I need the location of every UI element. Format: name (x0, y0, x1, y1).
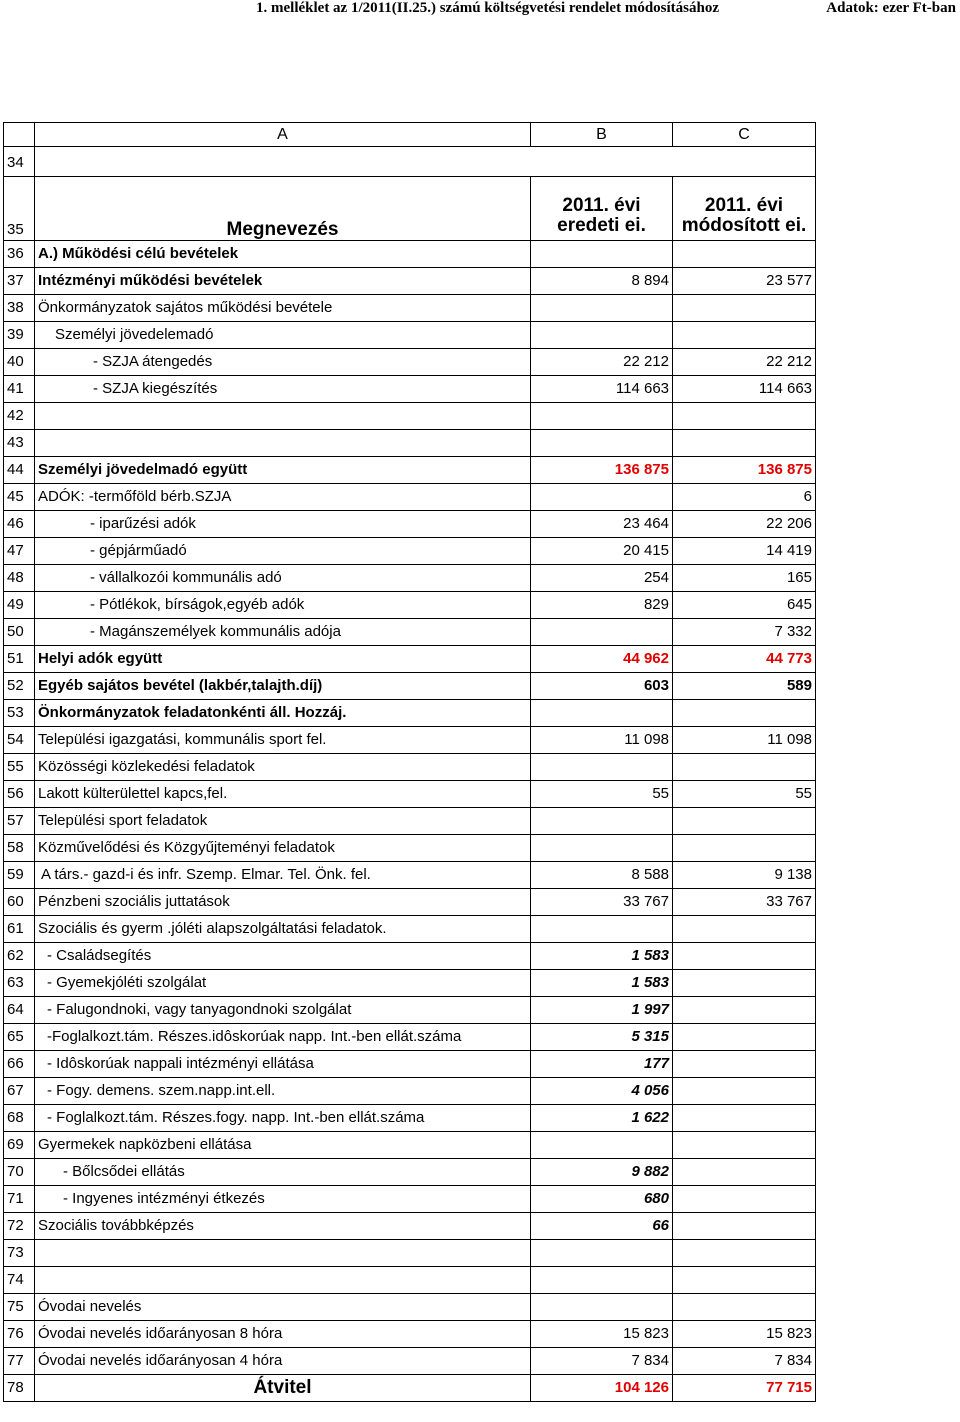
original-value: 829 (531, 592, 673, 619)
row-label: Személyi jövedelmadó együtt (35, 457, 531, 484)
table-row (4, 1159, 816, 1186)
original-value (531, 295, 673, 322)
row-number: 46 (4, 511, 35, 538)
modified-value (673, 970, 816, 997)
modified-value: 589 (673, 673, 816, 700)
modified-value (673, 700, 816, 727)
table-row (4, 727, 816, 754)
table-row (4, 754, 816, 781)
modified-value: 6 (673, 484, 816, 511)
row-label: - iparűzési adók (35, 511, 531, 538)
modified-value: 22 212 (673, 349, 816, 376)
document-header (0, 0, 960, 22)
table-row (4, 147, 816, 177)
table-row (4, 565, 816, 592)
row-label: - SZJA kiegészítés (35, 376, 531, 403)
row-number: 77 (4, 1348, 35, 1375)
modified-budget-title: 2011. évi módosított ei. (673, 177, 816, 241)
original-value: 55 (531, 781, 673, 808)
row-number: 39 (4, 322, 35, 349)
row-number: 74 (4, 1267, 35, 1294)
original-value: 114 663 (531, 376, 673, 403)
table-row (4, 646, 816, 673)
row-label: Lakott külterülettel kapcs,fel. (35, 781, 531, 808)
row-number: 67 (4, 1078, 35, 1105)
original-value (531, 322, 673, 349)
table-row (4, 1024, 816, 1051)
row-label: - gépjárműadó (35, 538, 531, 565)
row-label: Óvodai nevelés időarányosan 8 hóra (35, 1321, 531, 1348)
modified-value (673, 430, 816, 457)
table-row (4, 1213, 816, 1240)
row-label: Óvodai nevelés időarányosan 4 hóra (35, 1348, 531, 1375)
row-number: 44 (4, 457, 35, 484)
original-value: 4 056 (531, 1078, 673, 1105)
modified-value: 11 098 (673, 727, 816, 754)
table-row (4, 943, 816, 970)
row-label: A.) Működési célú bevételek (35, 241, 531, 268)
table-row (4, 241, 816, 268)
original-value (531, 1267, 673, 1294)
row-number: 72 (4, 1213, 35, 1240)
table-row (4, 322, 816, 349)
original-value (531, 241, 673, 268)
row-number: 59 (4, 862, 35, 889)
table-row (4, 1294, 816, 1321)
row-number: 58 (4, 835, 35, 862)
modified-value (673, 403, 816, 430)
table-row (4, 1186, 816, 1213)
modified-value: 44 773 (673, 646, 816, 673)
table-row (4, 295, 816, 322)
row-label: Önkormányzatok feladatonkénti áll. Hozzáj. (35, 700, 531, 727)
modified-value (673, 241, 816, 268)
original-value: 1 622 (531, 1105, 673, 1132)
original-budget-title: 2011. évi eredeti ei. (531, 177, 673, 241)
column-b-header: B (531, 123, 673, 147)
modified-value: 136 875 (673, 457, 816, 484)
row-label: Szociális továbbképzés (35, 1213, 531, 1240)
modified-value: 55 (673, 781, 816, 808)
table-row (4, 1105, 816, 1132)
row-number: 57 (4, 808, 35, 835)
row-number: 52 (4, 673, 35, 700)
row-label (35, 1240, 531, 1267)
modified-value (673, 1051, 816, 1078)
table-row (4, 430, 816, 457)
document-title: 1. melléklet az 1/2011(II.25.) számú költségvetési rendelet módosításához (256, 0, 720, 16)
row-label: Helyi adók együtt (35, 646, 531, 673)
corner-cell (4, 123, 35, 147)
original-value: 23 464 (531, 511, 673, 538)
row-number: 40 (4, 349, 35, 376)
table-row (4, 1240, 816, 1267)
table-row (4, 538, 816, 565)
modified-value: 645 (673, 592, 816, 619)
original-value (531, 1240, 673, 1267)
row-label: - Ingyenes intézményi étkezés (35, 1186, 531, 1213)
modified-value: 165 (673, 565, 816, 592)
row-label: Óvodai nevelés (35, 1294, 531, 1321)
modified-value: 22 206 (673, 511, 816, 538)
modified-value (673, 1240, 816, 1267)
row-label: ADÓK: -termőföld bérb.SZJA (35, 484, 531, 511)
table-row (4, 403, 816, 430)
modified-value (673, 943, 816, 970)
table-row (4, 970, 816, 997)
table-row (4, 1132, 816, 1159)
original-value (531, 754, 673, 781)
modified-value (673, 808, 816, 835)
modified-value: 7 332 (673, 619, 816, 646)
modified-value (673, 322, 816, 349)
original-value (531, 916, 673, 943)
name-column-title: Megnevezés (35, 177, 531, 241)
row-label: Személyi jövedelemadó (35, 322, 531, 349)
row-label: - Bőlcsődei ellátás (35, 1159, 531, 1186)
table-row (4, 1375, 816, 1402)
row-number: 35 (4, 177, 35, 241)
modified-value (673, 916, 816, 943)
row-label (35, 403, 531, 430)
modified-value (673, 754, 816, 781)
row-label: Intézményi működési bevételek (35, 268, 531, 295)
table-row (4, 835, 816, 862)
original-value: 20 415 (531, 538, 673, 565)
row-number: 49 (4, 592, 35, 619)
header-spacer-cell (35, 147, 816, 177)
table-row (4, 376, 816, 403)
row-label: - Foglalkozt.tám. Részes.fogy. napp. Int.-ben ellát.száma (35, 1105, 531, 1132)
modified-value (673, 1267, 816, 1294)
modified-value: 77 715 (673, 1375, 816, 1402)
original-value: 603 (531, 673, 673, 700)
original-value (531, 835, 673, 862)
original-value: 15 823 (531, 1321, 673, 1348)
row-label: - Pótlékok, bírságok,egyéb adók (35, 592, 531, 619)
units-note: Adatok: ezer Ft-ban (826, 0, 956, 16)
row-number: 73 (4, 1240, 35, 1267)
row-number: 76 (4, 1321, 35, 1348)
modified-value (673, 1186, 816, 1213)
row-label: - Családsegítés (35, 943, 531, 970)
table-row (4, 916, 816, 943)
table-row (4, 484, 816, 511)
row-number: 62 (4, 943, 35, 970)
modified-value (673, 1294, 816, 1321)
row-label: Települési sport feladatok (35, 808, 531, 835)
row-number: 55 (4, 754, 35, 781)
column-a-header: A (35, 123, 531, 147)
table-row (4, 1051, 816, 1078)
original-value: 8 894 (531, 268, 673, 295)
row-number: 54 (4, 727, 35, 754)
original-value: 9 882 (531, 1159, 673, 1186)
table-row (4, 592, 816, 619)
row-number: 42 (4, 403, 35, 430)
table-row (4, 1267, 816, 1294)
original-value (531, 619, 673, 646)
row-number: 78 (4, 1375, 35, 1402)
original-value: 1 583 (531, 943, 673, 970)
row-number: 43 (4, 430, 35, 457)
table-header-row (4, 177, 816, 241)
row-number: 68 (4, 1105, 35, 1132)
column-c-header: C (673, 123, 816, 147)
row-label: Közművelődési és Közgyűjteményi feladatok (35, 835, 531, 862)
row-label: Önkormányzatok sajátos működési bevétele (35, 295, 531, 322)
row-number: 47 (4, 538, 35, 565)
row-number: 71 (4, 1186, 35, 1213)
modified-value (673, 1024, 816, 1051)
modified-value: 33 767 (673, 889, 816, 916)
table-row (4, 808, 816, 835)
table-row (4, 349, 816, 376)
original-value (531, 1294, 673, 1321)
row-label: A társ.- gazd-i és infr. Szemp. Elmar. Tel. Önk. fel. (35, 862, 531, 889)
row-number: 45 (4, 484, 35, 511)
row-label: Átvitel (35, 1375, 531, 1402)
row-number: 38 (4, 295, 35, 322)
row-label: - vállalkozói kommunális adó (35, 565, 531, 592)
row-label: Közösségi közlekedési feladatok (35, 754, 531, 781)
row-number: 56 (4, 781, 35, 808)
row-number: 50 (4, 619, 35, 646)
original-value: 11 098 (531, 727, 673, 754)
original-value (531, 430, 673, 457)
original-value: 254 (531, 565, 673, 592)
modified-value (673, 1105, 816, 1132)
column-letter-row (4, 123, 816, 147)
original-value (531, 1132, 673, 1159)
modified-value: 23 577 (673, 268, 816, 295)
modified-value (673, 295, 816, 322)
modified-value: 15 823 (673, 1321, 816, 1348)
original-value: 104 126 (531, 1375, 673, 1402)
original-value: 5 315 (531, 1024, 673, 1051)
original-value (531, 403, 673, 430)
row-number: 51 (4, 646, 35, 673)
original-value: 680 (531, 1186, 673, 1213)
table-row (4, 1078, 816, 1105)
modified-value: 114 663 (673, 376, 816, 403)
row-label: - Fogy. demens. szem.napp.int.ell. (35, 1078, 531, 1105)
original-value: 1 583 (531, 970, 673, 997)
table-row (4, 268, 816, 295)
table-row (4, 457, 816, 484)
row-number: 36 (4, 241, 35, 268)
row-number: 48 (4, 565, 35, 592)
row-number: 75 (4, 1294, 35, 1321)
row-label: Települési igazgatási, kommunális sport fel. (35, 727, 531, 754)
table-row (4, 862, 816, 889)
row-number: 61 (4, 916, 35, 943)
budget-table (3, 122, 816, 1402)
row-label: - SZJA átengedés (35, 349, 531, 376)
modified-value: 7 834 (673, 1348, 816, 1375)
original-value: 33 767 (531, 889, 673, 916)
original-value: 8 588 (531, 862, 673, 889)
row-label: - Falugondnoki, vagy tanyagondnoki szolgálat (35, 997, 531, 1024)
modified-value (673, 835, 816, 862)
table-row (4, 700, 816, 727)
row-label: - Magánszemélyek kommunális adója (35, 619, 531, 646)
row-label: Szociális és gyerm .jóléti alapszolgáltatási feladatok. (35, 916, 531, 943)
row-label: Egyéb sajátos bevétel (lakbér,talajth.díj) (35, 673, 531, 700)
original-value: 136 875 (531, 457, 673, 484)
modified-value (673, 1078, 816, 1105)
table-row (4, 673, 816, 700)
modified-value (673, 997, 816, 1024)
row-number: 34 (4, 147, 35, 177)
row-label (35, 430, 531, 457)
modified-value: 14 419 (673, 538, 816, 565)
table-row (4, 511, 816, 538)
row-number: 41 (4, 376, 35, 403)
table-row (4, 1321, 816, 1348)
row-number: 63 (4, 970, 35, 997)
row-number: 60 (4, 889, 35, 916)
row-number: 53 (4, 700, 35, 727)
original-value (531, 700, 673, 727)
original-value: 22 212 (531, 349, 673, 376)
table-row (4, 1348, 816, 1375)
original-value: 7 834 (531, 1348, 673, 1375)
row-label: Gyermekek napközbeni ellátása (35, 1132, 531, 1159)
row-number: 37 (4, 268, 35, 295)
table-row (4, 997, 816, 1024)
modified-value (673, 1213, 816, 1240)
row-label: -Foglalkozt.tám. Részes.idôskorúak napp. Int.-ben ellát.száma (35, 1024, 531, 1051)
row-number: 70 (4, 1159, 35, 1186)
row-number: 66 (4, 1051, 35, 1078)
row-number: 64 (4, 997, 35, 1024)
table-row (4, 889, 816, 916)
row-label (35, 1267, 531, 1294)
original-value (531, 484, 673, 511)
row-number: 69 (4, 1132, 35, 1159)
table-row (4, 619, 816, 646)
row-label: Pénzbeni szociális juttatások (35, 889, 531, 916)
original-value: 1 997 (531, 997, 673, 1024)
original-value: 44 962 (531, 646, 673, 673)
modified-value: 9 138 (673, 862, 816, 889)
row-label: - Gyemekjóléti szolgálat (35, 970, 531, 997)
row-label: - Idôskorúak nappali intézményi ellátása (35, 1051, 531, 1078)
original-value (531, 808, 673, 835)
original-value: 66 (531, 1213, 673, 1240)
row-number: 65 (4, 1024, 35, 1051)
modified-value (673, 1159, 816, 1186)
modified-value (673, 1132, 816, 1159)
original-value: 177 (531, 1051, 673, 1078)
table-row (4, 781, 816, 808)
